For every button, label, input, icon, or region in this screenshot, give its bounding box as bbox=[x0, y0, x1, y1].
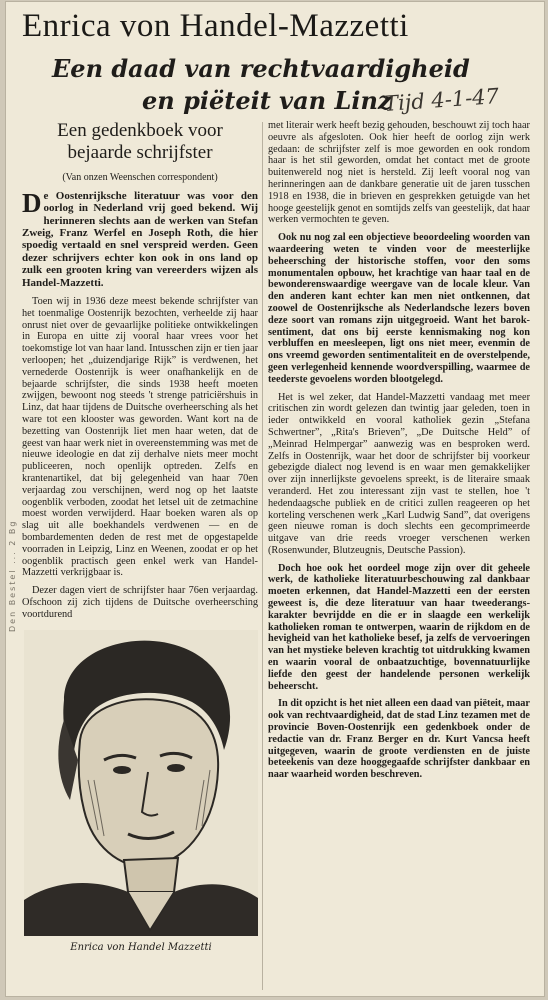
photo-caption: Enrica von Handel Mazzetti bbox=[70, 942, 212, 953]
byline: (Van onzen Weenschen correspondent) bbox=[62, 172, 218, 183]
body-paragraph: In dit opzicht is het niet alleen een daad van piëteit, maar ook van rechtvaardigheid, dat de stad Linz tezamen met de provincie Boven-Oostenrijk een gedenkboek onder de redactie van dr. Franz Berger en dr. Kurt Vancsa heeft uitgegeven, waarin de groote verdiensten en de juiste beteekenis van deze hooggegaafde schrijfster dankbaar en naar waarheid worden beschreven. bbox=[268, 698, 530, 781]
subhead bbox=[22, 120, 258, 164]
right-column bbox=[268, 120, 530, 787]
body-paragraph: met literair werk heeft bezig gehouden, beschouwt zij toch haar oeuvre als afgesloten. Ook hier heeft de oorlog zijn werk gedaan: de schrijfster zelf is moe geworden en ook rondom haar is het stil geworden, omdat het contact met de groote buitenwereld nog niet is hersteld. Zij leeft vooral nog van herinneringen aan de dankbare generatie uit de jaren tusschen 1918 en 1938, die in brieven en gesprekken getuigde van het hooge geestelijk genot en somtijds zelfs van geestelijk, dat haar werken vermochten te geven. bbox=[268, 120, 530, 226]
newspaper-clipping bbox=[6, 2, 544, 996]
body-paragraph: Het is wel zeker, dat Handel-Mazzetti vandaag met meer critischen zin wordt gelezen dan twintig jaar geleden, toen in ieder ontwikkeld en vooral katholiek gezin „Stefana Schwertner”, „Rita's Brieven”, „De Duitsche Held” of „Meinrad Helmpergar” aanwezig was en besproken werd. Zelfs in Oostenrijk, waar het door de schrijfster bij voorkeur gebezigde dialect nog levend is en waar men gemakkelijker over zijn innerlijkste gevoelens spreekt, is de literaire smaak veranderd. Het zou interessant zijn vast te stellen, hoe 't hedendaagsche publiek en de critici zullen reageeren op het korteling verschenen werk „Karl Ludwig Sand”, dat overigens geen nieuwe roman is doch slechts een gecomprimeerde uitgave van drie reeds vroeger verschenen werken (Rosenwunder, Blutzeugnis, Deutsche Passion). bbox=[268, 391, 530, 556]
subhead-line-1: Een gedenkboek voor bbox=[57, 120, 223, 141]
body-paragraph: Toen wij in 1936 deze meest bekende schrijfster van het toenmalige Oostenrijk bezochten, verheelde zij haar onrust niet over de gevaarlijke politieke ontwikkelingen in Europa en uitte zij vooral haar vrees voor het toekomstige lot van haar land. Intusschen zijn er tien jaar verloopen; het „duizendjarige Rijk” is verdwenen, het vernederde Oostenrijk is weer onafhankelijk en de bejaarde schrijfster, die sinds 1938 heeft moeten zwijgen, bewoont nog steeds 't strenge patriciërshuis in Linz, dat haar tijdens de Duitsche overheersching als het ware tot een klooster was geworden. Want kort na de bezetting van Oostenrijk liet men haar weten, dat de geest van haar werk niet in overeenstemming was met de nieuwe ideologie en dat zij derhalve niets meer mocht publiceeren, noch openlijk optreden. Zelfs en krantenartikel, dat bij gelegenheid van haar 70en verjaardag zou verschijnen, werd nog op het laatste oogenblik verboden, zoodat het letsel uit de zetmachine moest worden verwijderd. Haar boeken waren als op slag uit alle boekhandels verdwenen — en de bombardementen deden de rest met de opgestapelde voorraden in Leipzig, Linz en Weenen, zoodat er op het oogenblik practisch geen enkel werk van Handel-Mazzetti verkrijgbaar is. bbox=[22, 296, 258, 579]
article-title-line-2: en piëteit van Linz bbox=[142, 86, 392, 115]
handwritten-date: Tijd 4-1-47 bbox=[383, 84, 500, 116]
subhead-line-2: bejaarde schrijfster bbox=[67, 142, 213, 163]
portrait-image bbox=[24, 630, 258, 936]
margin-handwriting: Den Bestel ... 2 Bg bbox=[8, 519, 17, 632]
left-column bbox=[22, 120, 258, 627]
body-paragraph: Ook nu nog zal een objectieve beoordeeling woorden van waardeering weten te vinden voor de meesterlijke beheersching der historische stoffen, voor den soms monumentalen opbouw, het krachtige van haar taal en de bewonderenswaardige weergave van de locale kleur. Van den anderen kant echter kan men niet ontkennen, dat zoowel de Oostenrijksche als Nederlandsche lezers boven deze soort van romans zijn uitgegroeid. Want het barok-sentiment, dat ons bij eerste kennismaking nog kon verbluffen en meesleepen, ligt ons niet meer, evenmin de ons vreemd geworden sentimentaliteit en de overstelpende, geen verlegenheid kennende woordverspilling, waarmee de teederste gevoelens worden blootgelegd. bbox=[268, 232, 530, 385]
intro-paragraph bbox=[22, 187, 258, 289]
header-name: Enrica von Handel-Mazzetti bbox=[22, 8, 409, 44]
body-paragraph: Doch hoe ook het oordeel moge zijn over dit geheele werk, de katholieke literatuurbeschouwing zal dankbaar moeten erkennen, dat Handel-Mazzetti een der eersten geweest is, die deze literatuur van haar tweederangs-karakter bevrijdde en die er in slaagde een werkelijk katholieken roman te ontwerpen, waarin de rijkdom en de hevigheid van het katholieke besef, ja zelfs de vervoeringen van het mystieke beleven krachtig tot uitdrukking kwamen en waarin vooral de onbaatzuchtige, bovennatuurlijke liefde den geest der handelende personen werkelijk beheerscht. bbox=[268, 562, 530, 692]
column-divider bbox=[262, 122, 263, 990]
body-paragraph: Dezer dagen viert de schrijfster haar 76en verjaardag. Ofschoon zij zich tijdens de Duitsche overheersching voortdurend bbox=[22, 585, 258, 620]
article-title-line-1: Een daad van rechtvaardigheid bbox=[52, 54, 470, 83]
intro-text: e Oostenrijksche literatuur was voor den oorlog in Nederland vrij goed bekend. Wij herinneren slechts aan de werken van Stefan Zweig, Franz Werfel en Joseph Roth, die hier spoedig vertaald en snel verspreid werden. Geen dezer schrijvers echter kon ook in ons land op zulk een grooten kring van vereerders wijzen als Handel-Mazzetti. bbox=[22, 189, 258, 289]
drop-cap: D bbox=[22, 187, 42, 218]
